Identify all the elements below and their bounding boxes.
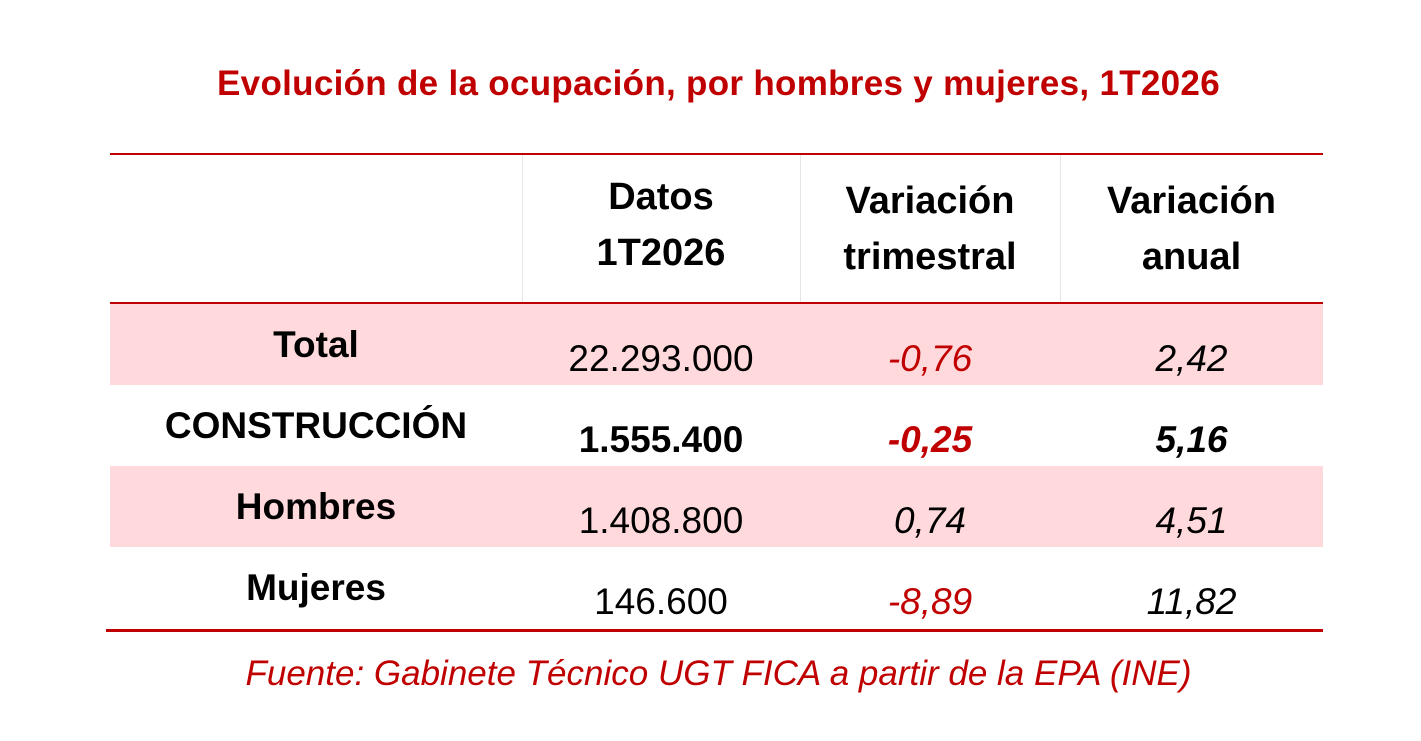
column-separator <box>800 155 801 302</box>
column-separator <box>522 155 523 302</box>
row-trimestral: -0,25 <box>887 419 973 460</box>
column-separator <box>1060 155 1061 302</box>
row-anual: 2,42 <box>1155 338 1228 379</box>
row-anual: 4,51 <box>1155 500 1228 541</box>
row-datos: 1.555.400 <box>578 419 744 460</box>
row-trimestral: 0,74 <box>893 500 966 541</box>
row-label: CONSTRUCCIÓN <box>164 405 468 446</box>
source-note: Fuente: Gabinete Técnico UGT FICA a partir de la EPA (INE) <box>245 654 1192 693</box>
row-label: Hombres <box>235 486 397 527</box>
header-anual-line2: anual <box>1141 235 1242 278</box>
header-anual-line1: Variación <box>1107 179 1276 222</box>
header-datos-line1: Datos <box>608 175 714 218</box>
header-variacion-anual <box>1060 155 1323 302</box>
table-title: Evolución de la ocupación, por hombres y mujeres, 1T2026 <box>217 64 1220 103</box>
row-datos: 1.408.800 <box>578 500 744 541</box>
row-anual: 11,82 <box>1146 581 1237 622</box>
table-row-mujeres <box>110 547 1323 628</box>
table-row-total <box>110 304 1323 385</box>
header-variacion-trimestral <box>800 155 1060 302</box>
table-row-construccion <box>110 385 1323 466</box>
header-datos-line2: 1T2026 <box>596 231 726 274</box>
row-datos: 22.293.000 <box>568 338 754 379</box>
header-trimestral-line2: trimestral <box>843 235 1017 278</box>
row-trimestral: -0,76 <box>887 338 973 379</box>
header-empty-cell <box>110 155 522 302</box>
table-row-hombres <box>110 466 1323 547</box>
row-datos: 146.600 <box>594 581 728 622</box>
row-trimestral: -8,89 <box>887 581 973 622</box>
row-label: Total <box>273 324 359 365</box>
header-trimestral-line1: Variación <box>845 179 1015 222</box>
table-header <box>110 155 1323 302</box>
header-datos <box>522 155 800 302</box>
table-bottom-rule <box>106 629 1323 632</box>
row-anual: 5,16 <box>1155 419 1228 460</box>
row-label: Mujeres <box>246 567 386 608</box>
